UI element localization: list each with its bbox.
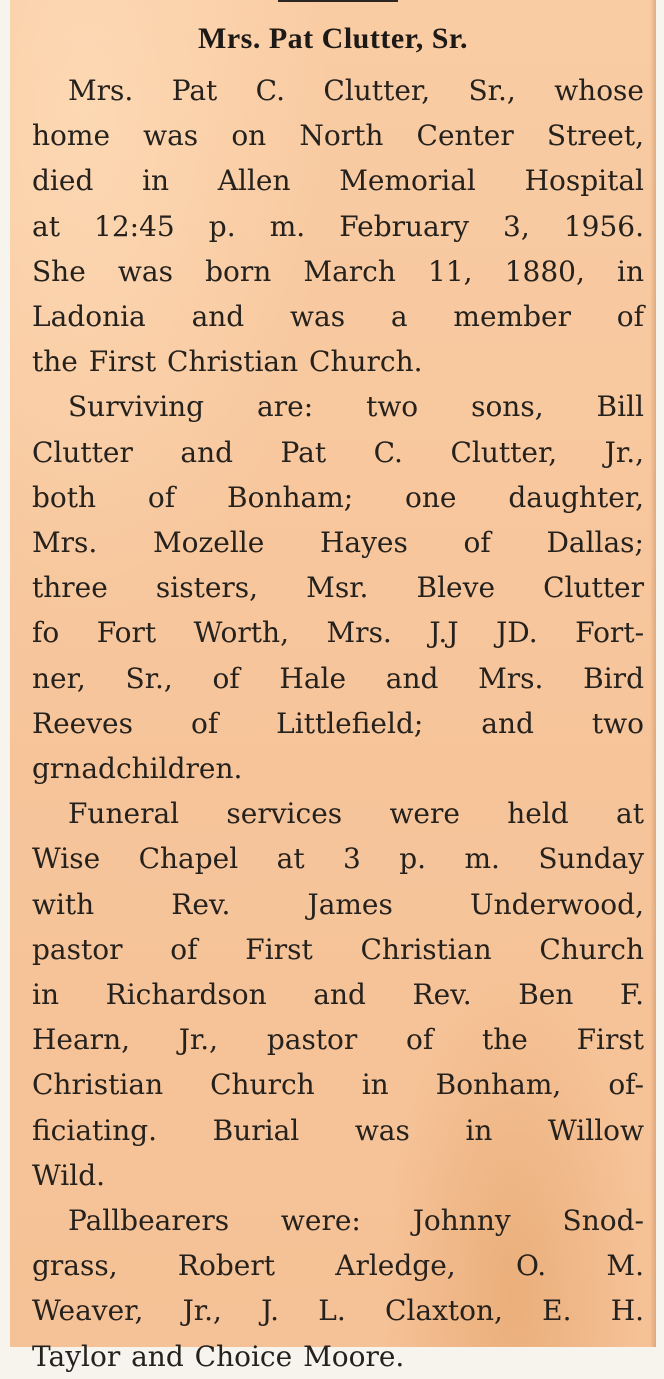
text-line: Mrs. Pat C. Clutter, Sr., whose xyxy=(68,74,644,107)
text-line: Surviving are: two sons, Bill xyxy=(68,390,644,424)
text-line: grass, Robert Arledge, O. M. xyxy=(32,1249,644,1283)
text-line: Pallbearers were: Johnny Snod- xyxy=(68,1204,644,1238)
text-line: fo Fort Worth, Mrs. J.J JD. Fort- xyxy=(32,616,645,650)
text-line: Weaver, Jr., J. L. Claxton, E. H. xyxy=(32,1294,645,1328)
obituary-body xyxy=(32,68,644,1379)
text-line: Christian Church in Bonham, of- xyxy=(32,1068,645,1102)
text-line: both of Bonham; one daughter, xyxy=(32,480,644,514)
text-line: She was born March 11, 1880, in xyxy=(32,254,644,288)
text-line: in Richardson and Rev. Ben F. xyxy=(32,978,644,1012)
text-line: Wild. xyxy=(32,1158,106,1192)
text-line: Ladonia and was a member of xyxy=(32,300,644,334)
text-line: Wise Chapel at 3 p. m. Sunday xyxy=(32,842,645,876)
obituary-headline: Mrs. Pat Clutter, Sr. xyxy=(198,22,468,55)
text-line: ficiating. Burial was in Willow xyxy=(32,1113,644,1147)
text-line: Funeral services were held at xyxy=(68,797,644,831)
text-line: died in Allen Memorial Hospital xyxy=(32,164,644,198)
text-line: Hearn, Jr., pastor of the First xyxy=(32,1023,644,1057)
text-line: Mrs. Mozelle Hayes of Dallas; xyxy=(32,526,644,560)
column-rule xyxy=(278,0,398,2)
text-line: pastor of First Christian Church xyxy=(32,932,644,966)
text-line: at 12:45 p. m. February 3, 1956. xyxy=(32,209,644,243)
text-line: Clutter and Pat C. Clutter, Jr., xyxy=(32,435,645,469)
text-line: with Rev. James Underwood, xyxy=(32,887,644,921)
text-line: Taylor and Choice Moore. xyxy=(32,1339,405,1373)
newspaper-clipping xyxy=(10,0,656,1373)
text-line: grnadchildren. xyxy=(32,752,243,786)
text-line: the First Christian Church. xyxy=(32,345,423,379)
text-line: ner, Sr., of Hale and Mrs. Bird xyxy=(32,661,644,695)
text-line: three sisters, Msr. Bleve Clutter xyxy=(32,571,644,605)
text-line: home was on North Center Street, xyxy=(32,119,645,153)
text-line: Reeves of Littlefield; and two xyxy=(32,706,644,740)
